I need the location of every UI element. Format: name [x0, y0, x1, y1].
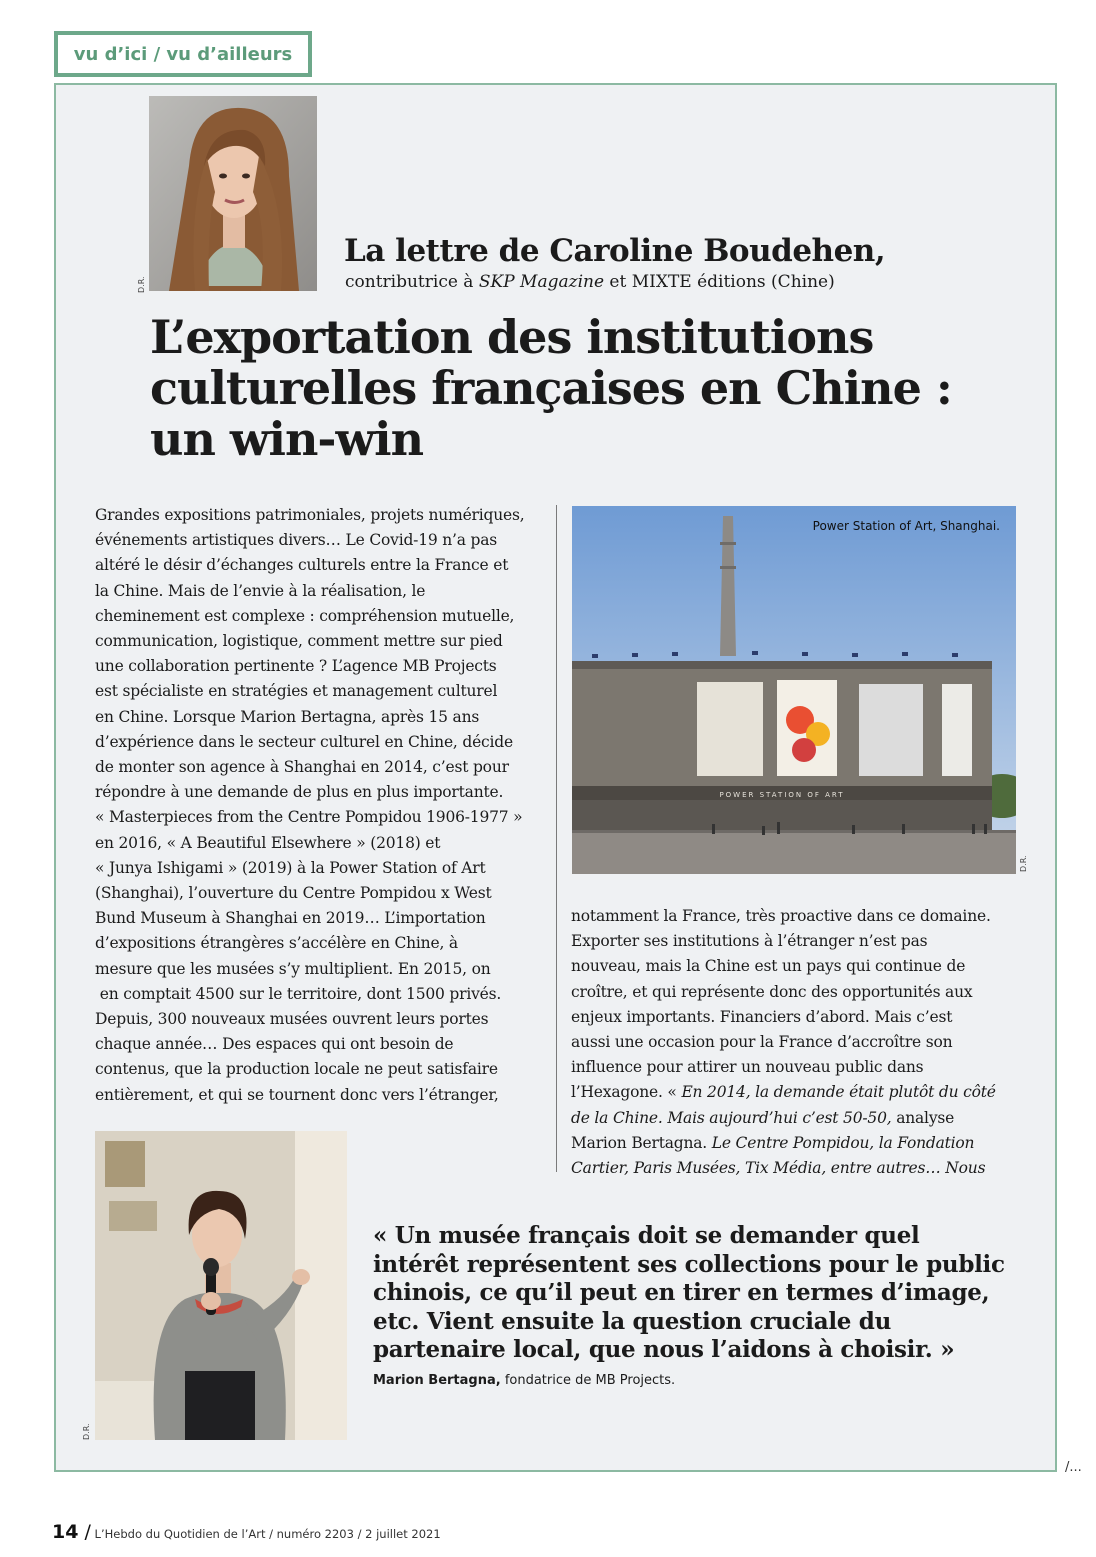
body-line: chaque année… Des espaces qui ont besoin de [95, 1035, 454, 1054]
body-line: est spécialiste en stratégies et management culturel [95, 682, 498, 701]
photo-caption: Power Station of Art, Shanghai. [812, 519, 1000, 533]
quote-attribution: Marion Bertagna, fondatrice de MB Projects. [373, 1373, 676, 1388]
body-line: l’Hexagone. « En 2014, la demande était plutôt du côté [571, 1083, 996, 1102]
body-line: de monter son agence à Shanghai en 2014, c’est pour [95, 758, 509, 777]
author-portrait [149, 96, 317, 291]
body-line: (Shanghai), l’ouverture du Centre Pompidou x West [95, 884, 492, 903]
quote-line: intérêt représentent ses collections pour le public [373, 1250, 1005, 1278]
page-number: 14 [52, 1521, 79, 1543]
body-line: nouveau, mais la Chine est un pays qui continue de [571, 957, 966, 976]
body-line: notamment la France, très proactive dans ce domaine. [571, 907, 991, 925]
body-line: entièrement, et qui se tournent donc vers l’étranger, [95, 1085, 499, 1104]
body-line: d’expérience dans le secteur culturel en Chine, décide [95, 732, 513, 751]
quote-author: Marion Bertagna, [373, 1373, 501, 1388]
body-line: croître, et qui représente donc des opportunités aux [571, 982, 973, 1001]
body-line: communication, logistique, comment mettre sur pied [95, 632, 503, 651]
body-line: répondre à une demande de plus en plus importante. [95, 783, 504, 802]
body-line: Depuis, 300 nouveaux musées ouvrent leurs portes [95, 1010, 489, 1029]
facade-sign: POWER STATION OF ART [719, 791, 845, 799]
publication-info: L’Hebdo du Quotidien de l’Art / numéro 2203 / 2 juillet 2021 [90, 1527, 441, 1541]
body-line: « Masterpieces from the Centre Pompidou 1906-1977 » [95, 808, 523, 827]
body-line: Bund Museum à Shanghai en 2019… L’importation [95, 909, 486, 928]
body-line: en 2016, « A Beautiful Elsewhere » (2018) et [95, 833, 441, 852]
column-divider [556, 505, 557, 1172]
headline-line: L’exportation des institutions [150, 310, 874, 364]
quote-line: etc. Vient ensuite la question cruciale du [373, 1307, 892, 1335]
body-line: cheminement est complexe : compréhension mutuelle, [95, 606, 515, 625]
quote-line: « Un musée français doit se demander quel [373, 1222, 920, 1249]
body-line: enjeux importants. Financiers d’abord. Mais c’est [571, 1007, 953, 1026]
body-column-1 [95, 503, 547, 1108]
section-rubric: vu d’ici / vu d’ailleurs [54, 31, 312, 77]
interviewee-photo [95, 1131, 347, 1440]
author-photo-credit: D.R. [137, 276, 146, 293]
body-line: en comptait 4500 sur le territoire, dont 1500 privés. [95, 984, 502, 1003]
body-line: événements artistiques divers… Le Covid-19 n’a pas [95, 531, 498, 550]
body-line: Grandes expositions patrimoniales, projets numériques, [95, 506, 525, 524]
pull-quote [373, 1222, 1033, 1365]
body-line: aussi une occasion pour la France d’accroître son [571, 1033, 953, 1052]
body-line: la Chine. Mais de l’envie à la réalisation, le [95, 581, 426, 600]
body-line: Exporter ses institutions à l’étranger n’est pas [571, 932, 928, 951]
magazine-name: SKP Magazine [478, 272, 605, 292]
continuation-mark: /... [1065, 1460, 1082, 1475]
author-name: La lettre de Caroline Boudehen, [344, 233, 886, 269]
author-role: contributrice à SKP Magazine et MIXTE éditions (Chine) [345, 272, 835, 292]
building-photo [572, 506, 1016, 874]
quote-line: partenaire local, que nous l’aidons à choisir. » [373, 1336, 955, 1363]
headline [150, 312, 1030, 465]
body-line: mesure que les musées s’y multiplient. En 2015, on [95, 959, 491, 978]
page-footer: 14 / L’Hebdo du Quotidien de l’Art / numéro 2203 / 2 juillet 2021 [52, 1521, 441, 1543]
headline-line: culturelles françaises en Chine : [150, 361, 952, 415]
body-line: de la Chine. Mais aujourd’hui c’est 50-50, analyse [571, 1108, 955, 1127]
body-line: d’expositions étrangères s’accélère en Chine, à [95, 934, 458, 953]
building-photo-credit: D.R. [1019, 855, 1028, 872]
body-column-2 [571, 904, 1026, 1181]
body-line: une collaboration pertinente ? L’agence MB Projects [95, 657, 497, 676]
quote-line: chinois, ce qu’il peut en tirer en termes d’image, [373, 1279, 990, 1306]
body-line: contenus, que la production locale ne peut satisfaire [95, 1060, 498, 1079]
body-line: Marion Bertagna. Le Centre Pompidou, la Fondation [571, 1133, 975, 1152]
body-line: Cartier, Paris Musées, Tix Média, entre autres… Nous [571, 1159, 986, 1178]
interviewee-photo-credit: D.R. [82, 1423, 91, 1440]
body-line: « Junya Ishigami » (2019) à la Power Station of Art [95, 858, 486, 877]
body-line: altéré le désir d’échanges culturels entre la France et [95, 556, 509, 575]
body-line: en Chine. Lorsque Marion Bertagna, après 15 ans [95, 707, 480, 726]
body-line: influence pour attirer un nouveau public dans [571, 1058, 924, 1077]
headline-line: un win-win [150, 412, 424, 466]
